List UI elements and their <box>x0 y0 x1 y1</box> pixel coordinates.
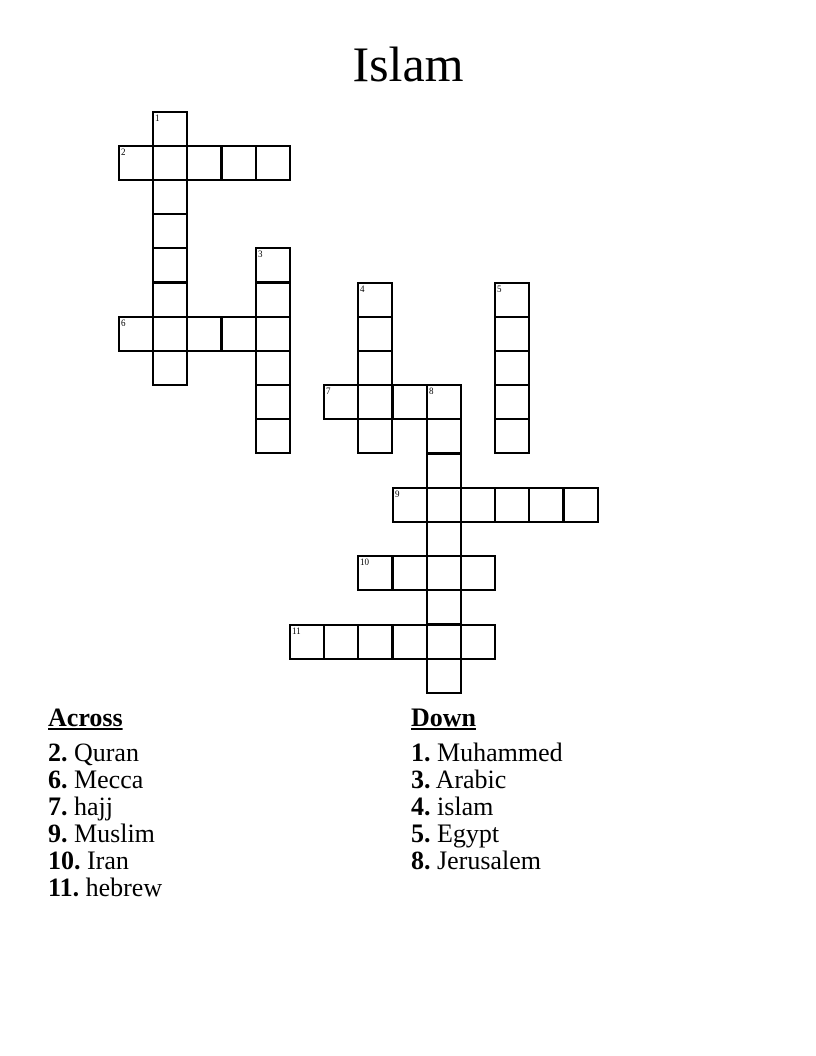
across-clue-list <box>48 739 162 901</box>
down-clue <box>411 793 563 820</box>
across-clue <box>48 820 162 847</box>
grid-cell[interactable] <box>494 316 530 352</box>
grid-cell[interactable] <box>186 316 222 352</box>
clue-number: 1. <box>411 738 431 767</box>
down-clue <box>411 739 563 766</box>
grid-cell[interactable] <box>392 384 428 420</box>
down-clue <box>411 847 563 874</box>
grid-cell[interactable] <box>494 418 530 454</box>
clue-number: 2. <box>48 738 68 767</box>
grid-cell[interactable] <box>152 179 188 215</box>
grid-cell[interactable] <box>460 555 496 591</box>
grid-cell[interactable] <box>426 589 462 625</box>
grid-cell[interactable] <box>255 350 291 386</box>
across-clue <box>48 766 162 793</box>
grid-cell[interactable] <box>152 111 188 147</box>
down-clue <box>411 820 563 847</box>
grid-cell[interactable] <box>186 145 222 181</box>
clue-number: 8. <box>411 846 431 875</box>
grid-cell[interactable] <box>494 487 530 523</box>
cell-number: 3 <box>258 249 263 259</box>
grid-cell[interactable] <box>255 384 291 420</box>
across-clue <box>48 739 162 766</box>
grid-cell[interactable] <box>357 384 393 420</box>
clue-number: 11. <box>48 873 80 902</box>
grid-cell[interactable] <box>426 658 462 694</box>
clue-text: Muslim <box>74 819 155 848</box>
clue-number: 9. <box>48 819 68 848</box>
grid-cell[interactable] <box>152 247 188 283</box>
cell-number: 6 <box>121 318 126 328</box>
grid-cell[interactable] <box>426 453 462 489</box>
grid-cell[interactable] <box>255 247 291 283</box>
down-heading: Down <box>411 703 477 732</box>
grid-cell[interactable] <box>357 350 393 386</box>
clue-text: hebrew <box>85 873 163 902</box>
clue-text: Quran <box>74 738 139 767</box>
grid-cell[interactable] <box>255 316 291 352</box>
grid-cell[interactable] <box>357 555 393 591</box>
cell-number: 1 <box>155 113 160 123</box>
grid-cell[interactable] <box>323 384 359 420</box>
grid-cell[interactable] <box>152 350 188 386</box>
grid-cell[interactable] <box>255 418 291 454</box>
page-title: Islam <box>352 36 464 92</box>
grid-cell[interactable] <box>357 624 393 660</box>
down-clue-list <box>411 739 563 874</box>
grid-cell[interactable] <box>528 487 564 523</box>
clue-number: 4. <box>411 792 431 821</box>
grid-cell[interactable] <box>323 624 359 660</box>
grid-cell[interactable] <box>255 145 291 181</box>
grid-cell[interactable] <box>426 418 462 454</box>
grid-cell[interactable] <box>357 282 393 318</box>
across-clue <box>48 793 162 820</box>
grid-cell[interactable] <box>118 316 154 352</box>
down-clue <box>411 766 563 793</box>
clue-number: 7. <box>48 792 68 821</box>
across-clue <box>48 847 162 874</box>
grid-cell[interactable] <box>494 384 530 420</box>
across-heading: Across <box>48 703 123 732</box>
clue-number: 10. <box>48 846 81 875</box>
cell-number: 2 <box>121 147 126 157</box>
clue-number: 6. <box>48 765 68 794</box>
grid-cell[interactable] <box>426 487 462 523</box>
cell-number: 10 <box>360 557 369 567</box>
clue-text: Mecca <box>74 765 144 794</box>
clue-text: Jerusalem <box>437 846 541 875</box>
grid-cell[interactable] <box>289 624 325 660</box>
clue-number: 5. <box>411 819 431 848</box>
grid-cell[interactable] <box>255 282 291 318</box>
grid-cell[interactable] <box>392 555 428 591</box>
cell-number: 5 <box>497 284 502 294</box>
cell-number: 8 <box>429 386 434 396</box>
clue-text: hajj <box>74 792 113 821</box>
clue-number: 3. <box>411 765 431 794</box>
clue-text: Muhammed <box>437 738 563 767</box>
grid-cell[interactable] <box>221 316 257 352</box>
clue-text: Egypt <box>437 819 500 848</box>
grid-cell[interactable] <box>494 282 530 318</box>
cell-number: 7 <box>326 386 331 396</box>
grid-cell[interactable] <box>392 487 428 523</box>
grid-cell[interactable] <box>426 384 462 420</box>
clue-text: Arabic <box>435 765 507 794</box>
across-clue <box>48 874 162 901</box>
grid-cell[interactable] <box>494 350 530 386</box>
grid-cell[interactable] <box>357 418 393 454</box>
grid-cell[interactable] <box>426 521 462 557</box>
grid-cell[interactable] <box>152 282 188 318</box>
grid-cell[interactable] <box>426 555 462 591</box>
grid-cell[interactable] <box>221 145 257 181</box>
cell-number: 4 <box>360 284 365 294</box>
cell-number: 11 <box>292 626 301 636</box>
grid-cell[interactable] <box>460 487 496 523</box>
clue-text: Iran <box>87 846 129 875</box>
grid-cell[interactable] <box>392 624 428 660</box>
grid-cell[interactable] <box>152 213 188 249</box>
grid-cell[interactable] <box>357 316 393 352</box>
clue-text: islam <box>437 792 494 821</box>
grid-cell[interactable] <box>563 487 599 523</box>
grid-cell[interactable] <box>460 624 496 660</box>
cell-number: 9 <box>395 489 400 499</box>
grid-cell[interactable] <box>426 624 462 660</box>
grid-cell[interactable] <box>118 145 154 181</box>
grid-cell[interactable] <box>152 316 188 352</box>
grid-cell[interactable] <box>152 145 188 181</box>
